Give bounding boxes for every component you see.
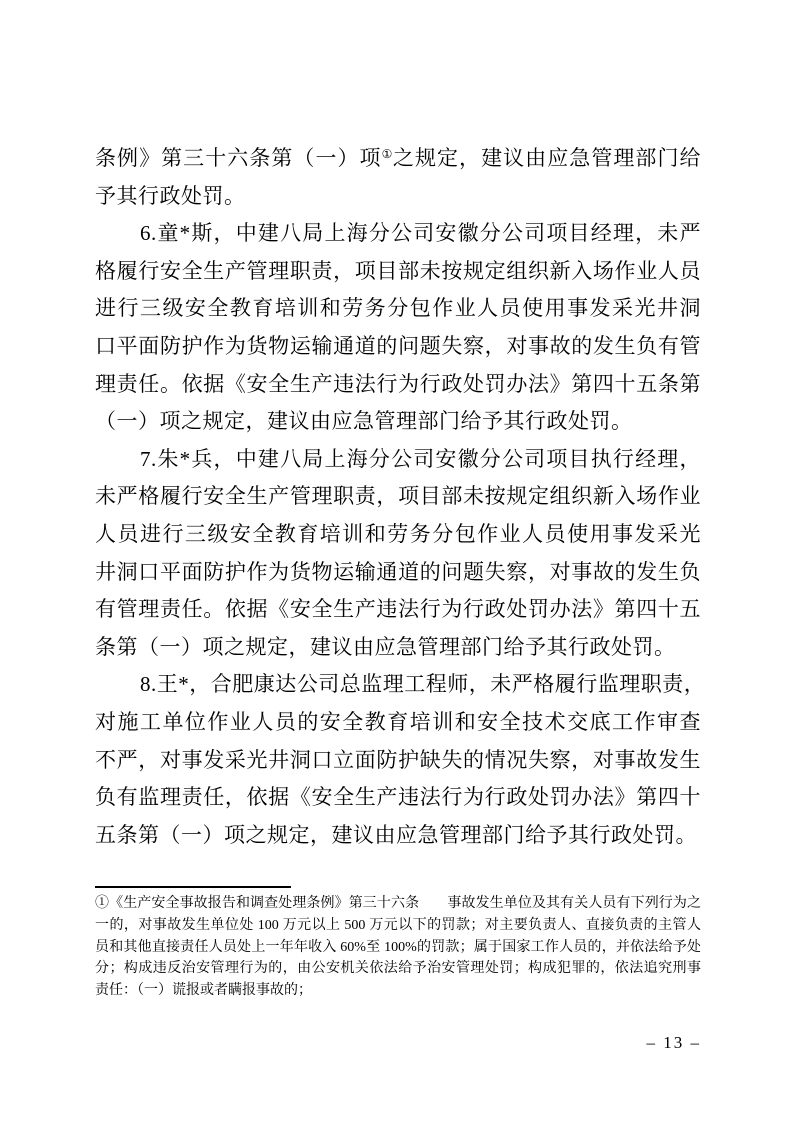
body-line: 有管理责任。依据《安全生产违法行为行政处罚办法》第四十五: [95, 597, 701, 622]
body-line: 负有监理责任，依据《安全生产违法行为行政处罚办法》第四十: [95, 785, 701, 810]
footnote-lines: [95, 893, 701, 1002]
footnote-separator: [95, 886, 291, 888]
body-text: [95, 140, 706, 854]
body-line: 口平面防护作为货物运输通道的问题失察，对事故的发生负有管: [95, 333, 701, 358]
page-number: – 13 –: [646, 1033, 701, 1052]
body-line: 未严格履行安全生产管理职责，项目部未按规定组织新入场作业: [95, 484, 701, 509]
body-line: （一）项之规定，建议由应急管理部门给予其行政处罚。: [95, 409, 633, 434]
body-line: 进行三级安全教育培训和劳务分包作业人员使用事发采光井洞: [95, 296, 701, 321]
footnote-line: ①《生产安全事故报告和调查处理条例》第三十六条 事故发生单位及其有关人员有下列行为之: [95, 896, 701, 911]
footnote-line: 员和其他直接责任人员处上一年年收入 60%至 100%的罚款；属于国家工作人员的，并依法给予处: [95, 939, 701, 955]
body-line: 理责任。依据《安全生产违法行为行政处罚办法》第四十五条第: [95, 371, 701, 396]
body-line: 7.朱*兵，中建八局上海分公司安徽分公司项目执行经理，: [140, 446, 701, 471]
paragraph: [95, 441, 701, 667]
paragraph: [95, 215, 701, 441]
footnote-line: 分；构成违反治安管理行为的，由公安机关依法给予治安管理处罚；构成犯罪的，依法追究刑事: [95, 961, 701, 977]
footnote-ref-superscript: ①: [381, 147, 393, 161]
body-line: 五条第（一）项之规定，建议由应急管理部门给予其行政处罚。: [95, 822, 697, 847]
paragraph: [95, 140, 701, 215]
body-line: 6.童*斯，中建八局上海分公司安徽分公司项目经理，未严: [140, 221, 701, 246]
body-line: 条第（一）项之规定，建议由应急管理部门给予其行政处罚。: [95, 634, 676, 659]
footnote-line: 责任：（一）谎报或者瞒报事故的；: [95, 983, 312, 999]
body-line: 予其行政处罚。: [95, 183, 246, 208]
body-line: 人员进行三级安全教育培训和劳务分包作业人员使用事发采光: [95, 521, 701, 546]
paragraph: [95, 666, 706, 854]
body-line: 格履行安全生产管理职责，项目部未按规定组织新入场作业人员: [95, 258, 701, 283]
footnote: [95, 886, 701, 1002]
body-line: 不严，对事发采光井洞口立面防护缺失的情况失察，对事故发生: [95, 747, 701, 772]
footnote-line: 一的，对事故发生单位处 100 万元以上 500 万元以下的罚款；对主要负责人、直接负责的主管人: [95, 917, 701, 933]
body-line: 井洞口平面防护作为货物运输通道的问题失察，对事故的发生负: [95, 559, 701, 584]
body-line: 对施工单位作业人员的安全教育培训和安全技术交底工作审查: [95, 709, 701, 734]
body-line: 8.王*，合肥康达公司总监理工程师，未严格履行监理职责，: [140, 672, 706, 697]
body-line: 条例》第三十六条第（一）项①之规定，建议由应急管理部门给: [95, 146, 701, 170]
